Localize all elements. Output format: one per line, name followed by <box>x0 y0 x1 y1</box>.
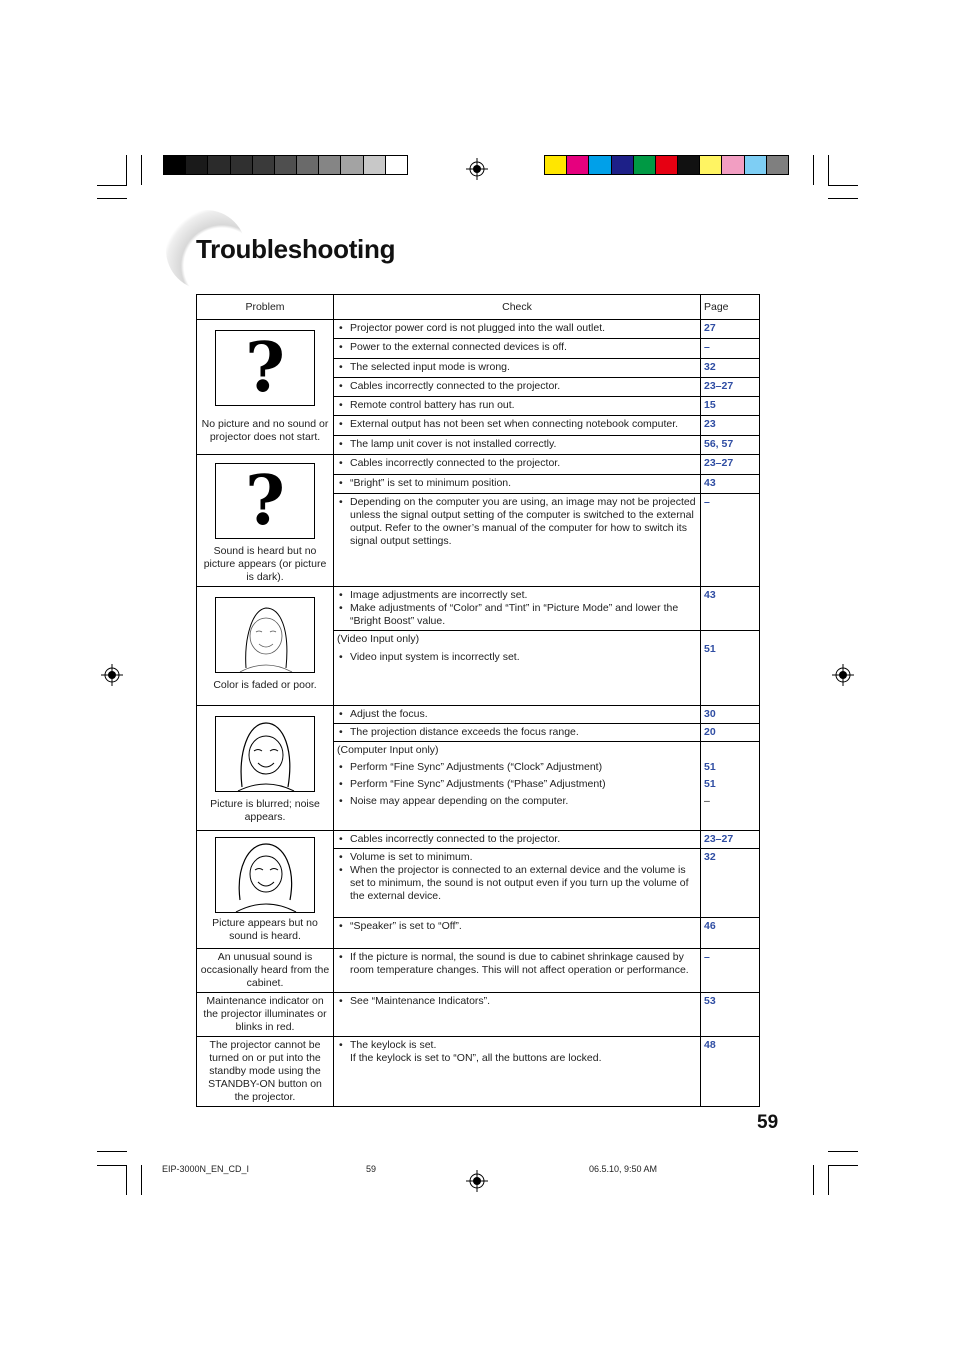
check-text: • Perform “Fine Sync” Adjustments (“Clock” Adjustment) <box>337 761 697 774</box>
problem-text: Maintenance indicator on the projector illuminates or blinks in red. <box>203 995 327 1033</box>
table-row <box>197 1037 760 1107</box>
page-ref: 46 <box>701 918 760 949</box>
girl-illustration-icon <box>215 716 315 792</box>
color-swatch <box>655 155 678 175</box>
page-title: Troubleshooting <box>196 234 396 264</box>
problem-cell <box>197 993 334 1037</box>
color-swatch <box>340 155 363 175</box>
input-note: (Computer Input only) <box>337 744 439 756</box>
page-ref: 30 <box>701 706 760 724</box>
table-row <box>197 455 760 475</box>
table-row <box>197 949 760 993</box>
problem-cell <box>197 587 334 706</box>
problem-cell <box>197 1037 334 1107</box>
page-ref: 51 <box>704 778 716 790</box>
problem-text: The projector cannot be turned on or put into the standby mode using the STANDBY-ON button on the projector. <box>208 1039 322 1103</box>
page-ref: 27 <box>701 320 760 339</box>
color-swatch <box>252 155 275 175</box>
color-swatch <box>185 155 208 175</box>
page-ref: – <box>701 339 760 358</box>
check-text: • The lamp unit cover is not installed correctly. <box>337 438 697 451</box>
table-row <box>197 993 760 1037</box>
check-text: • Power to the external connected devices is off. <box>337 341 697 354</box>
footer-page: 59 <box>366 1164 377 1174</box>
problem-cell <box>197 320 334 455</box>
check-text: • Remote control battery has run out. <box>337 399 697 412</box>
color-swatch <box>274 155 297 175</box>
page-ref: – <box>704 795 710 807</box>
check-text: • Cables incorrectly connected to the projector. <box>337 457 697 470</box>
color-swatch <box>721 155 744 175</box>
check-text: • Perform “Fine Sync” Adjustments (“Phase” Adjustment) <box>337 778 697 791</box>
color-swatch <box>633 155 656 175</box>
problem-text: Picture appears but no sound is heard. <box>212 917 318 942</box>
page-ref: 51 <box>704 761 716 773</box>
color-swatch <box>318 155 341 175</box>
check-text: • The projection distance exceeds the focus range. <box>337 726 697 739</box>
page-ref: 43 <box>701 474 760 494</box>
problem-cell <box>197 455 334 587</box>
page-ref: 15 <box>701 397 760 416</box>
registration-target-icon <box>101 664 123 686</box>
color-swatch <box>296 155 319 175</box>
check-text: • If the picture is normal, the sound is due to cabinet shrinkage caused by room temperature changes. This will not affect operation or performance. <box>337 951 697 977</box>
check-text: • When the projector is connected to an external device and the volume is set to minimum, the sound is not output even if you turn up the volume of the external device. <box>337 864 697 903</box>
page-ref: – <box>701 494 760 587</box>
color-swatch <box>207 155 230 175</box>
table-row <box>197 320 760 339</box>
girl-illustration-icon <box>215 837 315 913</box>
troubleshooting-table <box>196 294 760 1107</box>
check-text: • The selected input mode is wrong. <box>337 361 697 374</box>
page-ref: 53 <box>701 993 760 1037</box>
color-swatch <box>699 155 722 175</box>
check-text: • Make adjustments of “Color” and “Tint” in “Picture Mode” and lower the “Bright Boost” value. <box>337 602 697 628</box>
problem-text: No picture and no sound or projector does not start. <box>201 418 329 443</box>
page-ref: – <box>701 949 760 993</box>
color-swatch <box>677 155 700 175</box>
page-ref: 23–27 <box>701 831 760 849</box>
problem-text: Picture is blurred; noise appears. <box>210 798 320 823</box>
problem-cell <box>197 831 334 949</box>
input-note: (Video Input only) <box>337 633 420 645</box>
color-swatch <box>588 155 611 175</box>
page-ref: 20 <box>701 724 760 742</box>
girl-illustration-icon <box>215 597 315 673</box>
check-text: • Adjust the focus. <box>337 708 697 721</box>
footer-timestamp: 06.5.10, 9:50 AM <box>589 1164 658 1174</box>
color-swatch <box>544 155 567 175</box>
page-ref: 23–27 <box>701 455 760 475</box>
check-text: • Projector power cord is not plugged into the wall outlet. <box>337 322 697 335</box>
check-text: • See “Maintenance Indicators”. <box>337 995 697 1008</box>
check-text: • Cables incorrectly connected to the projector. <box>337 833 697 846</box>
table-row <box>197 831 760 849</box>
check-text: • Noise may appear depending on the computer. <box>337 795 697 808</box>
table-header-row <box>197 295 760 320</box>
page-ref: 32 <box>701 358 760 377</box>
header-page: Page <box>701 295 760 320</box>
question-mark-icon: ? <box>215 463 315 539</box>
page-ref: 23–27 <box>701 377 760 396</box>
check-text: • “Bright” is set to minimum position. <box>337 477 697 490</box>
color-swatch <box>566 155 589 175</box>
table-row <box>197 706 760 724</box>
check-text: • Volume is set to minimum. <box>337 851 697 864</box>
check-text: • External output has not been set when connecting notebook computer. <box>337 418 697 431</box>
page-ref: 51 <box>701 631 760 706</box>
color-swatch <box>363 155 386 175</box>
registration-target-icon <box>466 158 488 180</box>
table-row <box>197 587 760 631</box>
registration-target-icon <box>466 1170 488 1192</box>
color-swatch <box>163 155 186 175</box>
color-swatch <box>611 155 634 175</box>
color-swatch <box>385 155 408 175</box>
check-text: If the keylock is set to “ON”, all the buttons are locked. <box>350 1052 602 1064</box>
header-check: Check <box>334 295 701 320</box>
color-swatch <box>744 155 767 175</box>
problem-text: Color is faded or poor. <box>213 679 317 691</box>
color-swatch <box>230 155 253 175</box>
page-ref: 56, 57 <box>701 435 760 454</box>
footer-filename: EIP-3000N_EN_CD_I <box>162 1164 250 1174</box>
page-ref: 48 <box>701 1037 760 1107</box>
check-text: • Cables incorrectly connected to the projector. <box>337 380 697 393</box>
page-ref: 23 <box>701 416 760 435</box>
problem-text: Sound is heard but no picture appears (or picture is dark). <box>203 545 327 583</box>
check-text: • The keylock is set. <box>337 1039 697 1052</box>
check-text: • “Speaker” is set to “Off”. <box>337 920 697 933</box>
check-text: • Image adjustments are incorrectly set. <box>337 589 697 602</box>
color-swatch <box>766 155 789 175</box>
question-mark-icon: ? <box>215 330 315 406</box>
problem-cell <box>197 949 334 993</box>
check-text: • Video input system is incorrectly set. <box>337 651 697 664</box>
header-problem: Problem <box>197 295 334 320</box>
page-ref: 43 <box>701 587 760 631</box>
page-ref: 32 <box>701 849 760 918</box>
page-number: 59 <box>757 1112 779 1133</box>
registration-target-icon <box>832 664 854 686</box>
problem-cell <box>197 706 334 831</box>
problem-text: An unusual sound is occasionally heard from the cabinet. <box>200 951 330 989</box>
check-text: • Depending on the computer you are using, an image may not be projected unless the signal output setting of the computer is switched to the external output. Refer to the owner’s manual of the computer for how to switch its signal output settings. <box>337 496 697 548</box>
